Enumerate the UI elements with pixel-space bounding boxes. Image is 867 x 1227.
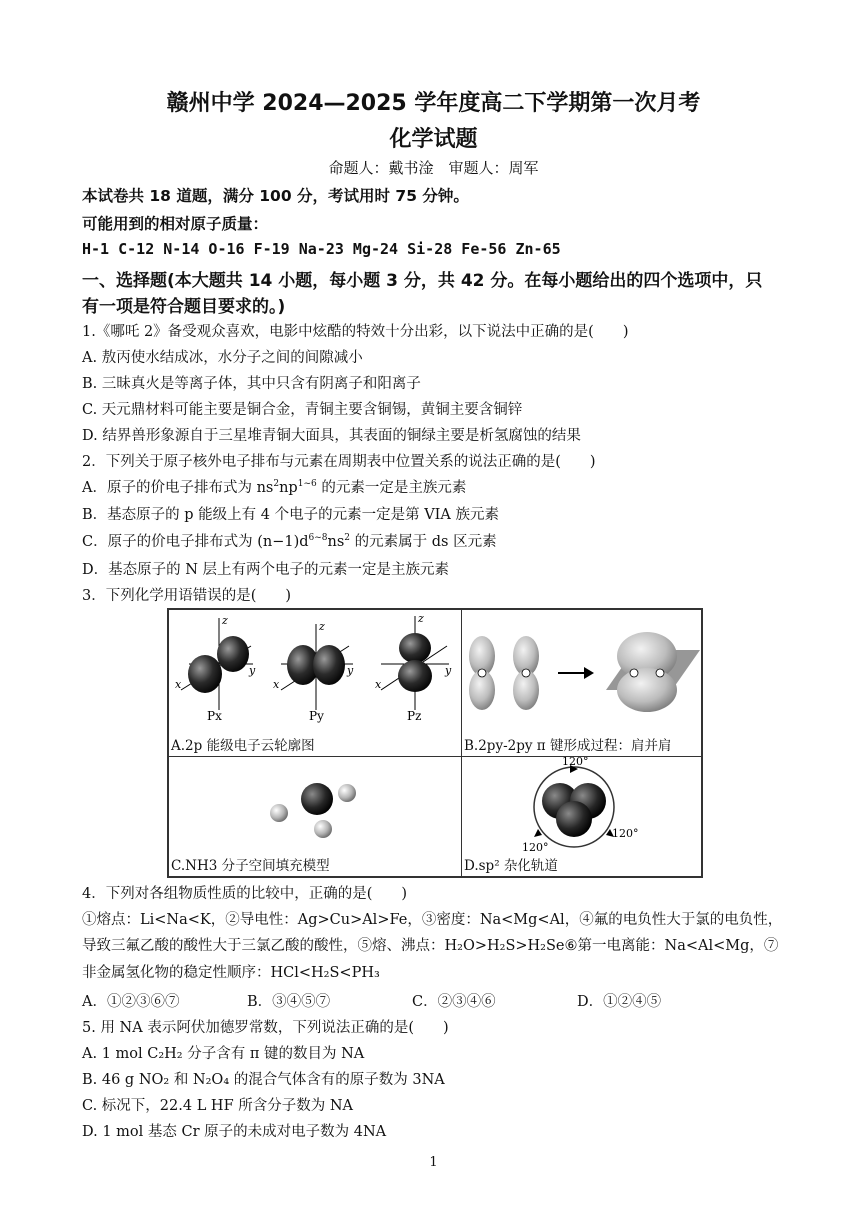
q5-option-a: A. 1 mol C₂H₂ 分子含有 π 键的数目为 NA — [82, 1046, 365, 1062]
px-orbital — [175, 614, 256, 723]
q4-line-1: ①熔点：Li<Na<K，②导电性：Ag>Cu>Al>Fe，③密度：Na<Mg<Al，④氟的电负性大于氯的电负性， — [82, 912, 783, 928]
q3-caption-c: C.NH3 分子空间填充模型 — [171, 858, 330, 874]
pz-x-axis-label: x — [375, 678, 382, 691]
section-heading-1: 一、选择题(本大题共 14 小题，每小题 3 分，共 42 分。在每小题给出的四个选项中，只 — [82, 271, 763, 291]
q4-line-3: 非金属氢化物的稳定性顺序：HCl<H₂S<PH₃ — [82, 965, 380, 981]
q2-c-post: 的元素属于 ds 区元素 — [350, 534, 497, 550]
q3-caption-d: D.sp² 杂化轨道 — [464, 858, 558, 874]
q2-option-a — [82, 476, 466, 497]
q3-cell-b — [461, 609, 702, 757]
exam-title: 赣州中学 2024—2025 学年度高二下学期第一次月考 — [166, 91, 701, 116]
q4-line-2: 导致三氟乙酸的酸性大于三氯乙酸的酸性，⑤熔、沸点：H₂O>H₂S>H₂Se⑥第一电离能：Na<Al<Mg，⑦ — [82, 938, 779, 954]
pz-y-axis-label: y — [445, 664, 452, 677]
q1-option-b: B. 三昧真火是等离子体，其中只含有阴离子和阳离子 — [82, 376, 421, 392]
px-z-axis-label: z — [222, 614, 228, 627]
q3-caption-a: A.2p 能级电子云轮廓图 — [171, 738, 315, 754]
q2-a-mid: np — [279, 480, 298, 496]
sp2-hybrid-figure — [462, 757, 701, 853]
pz-orbital — [375, 612, 452, 723]
pi-bond-figure — [462, 610, 701, 732]
q5-option-d: D. 1 mol 基态 Cr 原子的未成对电子数为 4NA — [82, 1124, 387, 1140]
section-heading-2: 有一项是符合题目要求的。) — [82, 297, 286, 317]
q3-cell-a — [168, 609, 462, 757]
p-orbitals-figure — [169, 610, 461, 732]
q3-stem: 3．下列化学用语错误的是( ) — [82, 588, 292, 604]
q2-stem: 2．下列关于原子核外电子排布与元素在周期表中位置关系的说法正确的是( ) — [82, 454, 596, 470]
px-x-axis-label: x — [175, 678, 182, 691]
q3-cell-d — [461, 756, 702, 877]
nh3-model-figure — [169, 757, 461, 853]
py-z-axis-label: z — [319, 620, 325, 633]
q4-stem: 4．下列对各组物质性质的比较中，正确的是( ) — [82, 886, 408, 902]
q2-option-b: B．基态原子的 p 能级上有 4 个电子的元素一定是第 VIA 族元素 — [82, 507, 499, 523]
q4-option-d: D．①②④⑤ — [577, 994, 662, 1010]
q5-stem: 5. 用 NA 表示阿伏加德罗常数，下列说法正确的是( ) — [82, 1020, 449, 1036]
q2-a-sup2: 1~6 — [297, 479, 317, 490]
q4-options — [82, 990, 742, 1011]
q5-option-c: C. 标况下，22.4 L HF 所含分子数为 NA — [82, 1098, 354, 1114]
q5-option-b: B. 46 g NO₂ 和 N₂O₄ 的混合气体含有的原子数为 3NA — [82, 1072, 445, 1088]
angle-label-right: 120° — [612, 827, 639, 840]
q1-stem: 1.《哪吒 2》备受观众喜欢，电影中炫酷的特效十分出彩，以下说法中正确的是( ) — [82, 324, 629, 340]
exam-subtitle: 化学试题 — [389, 127, 478, 152]
q4-option-c: C．②③④⑥ — [412, 994, 496, 1010]
q2-c-text: C．原子的价电子排布式为 (n−1)d — [82, 534, 309, 550]
q1-option-d: D. 结界兽形象源自于三星堆青铜大面具，其表面的铜绿主要是析氢腐蚀的结果 — [82, 428, 581, 444]
q2-a-text: A．原子的价电子排布式为 ns — [82, 480, 274, 496]
py-label: Py — [309, 709, 324, 723]
q2-option-d: D．基态原子的 N 层上有两个电子的元素一定是主族元素 — [82, 562, 450, 578]
px-y-axis-label: y — [249, 664, 256, 677]
q1-option-c: C. 天元鼎材料可能主要是铜合金，青铜主要含铜锡，黄铜主要含铜锌 — [82, 402, 523, 418]
intro-line-2: 可能用到的相对原子质量： — [82, 215, 269, 233]
px-label: Px — [207, 709, 222, 723]
q1-option-a: A. 敖丙使水结成冰，水分子之间的间隙减小 — [82, 350, 363, 366]
q2-a-sup1: 2 — [273, 479, 280, 490]
q2-c-mid: ns — [327, 534, 345, 550]
angle-label-left: 120° — [522, 841, 549, 853]
page-number: 1 — [429, 1155, 438, 1170]
q3-figure-table — [167, 608, 703, 878]
q3-cell-c — [168, 756, 462, 877]
py-orbital — [273, 620, 354, 723]
py-x-axis-label: x — [273, 678, 280, 691]
q2-a-post: 的元素一定是主族元素 — [316, 480, 467, 496]
atomic-masses: H-1 C-12 N-14 O-16 F-19 Na-23 Mg-24 Si-28 Fe-56 Zn-65 — [82, 240, 561, 258]
authors-line: 命题人：戴书淦 审题人：周军 — [328, 159, 539, 177]
pz-z-axis-label: z — [418, 612, 424, 625]
q2-c-sup1: 6~8 — [308, 533, 328, 544]
intro-line-1: 本试卷共 18 道题，满分 100 分，考试用时 75 分钟。 — [82, 187, 469, 205]
q3-caption-b: B.2py-2py π 键形成过程：肩并肩 — [464, 738, 672, 754]
q2-c-sup2: 2 — [344, 533, 351, 544]
q4-option-b: B．③④⑤⑦ — [247, 994, 331, 1010]
q4-option-a: A．①②③⑥⑦ — [82, 994, 180, 1010]
py-y-axis-label: y — [347, 664, 354, 677]
angle-label-top: 120° — [562, 757, 589, 768]
q2-option-c — [82, 530, 497, 551]
pz-label: Pz — [407, 709, 422, 723]
